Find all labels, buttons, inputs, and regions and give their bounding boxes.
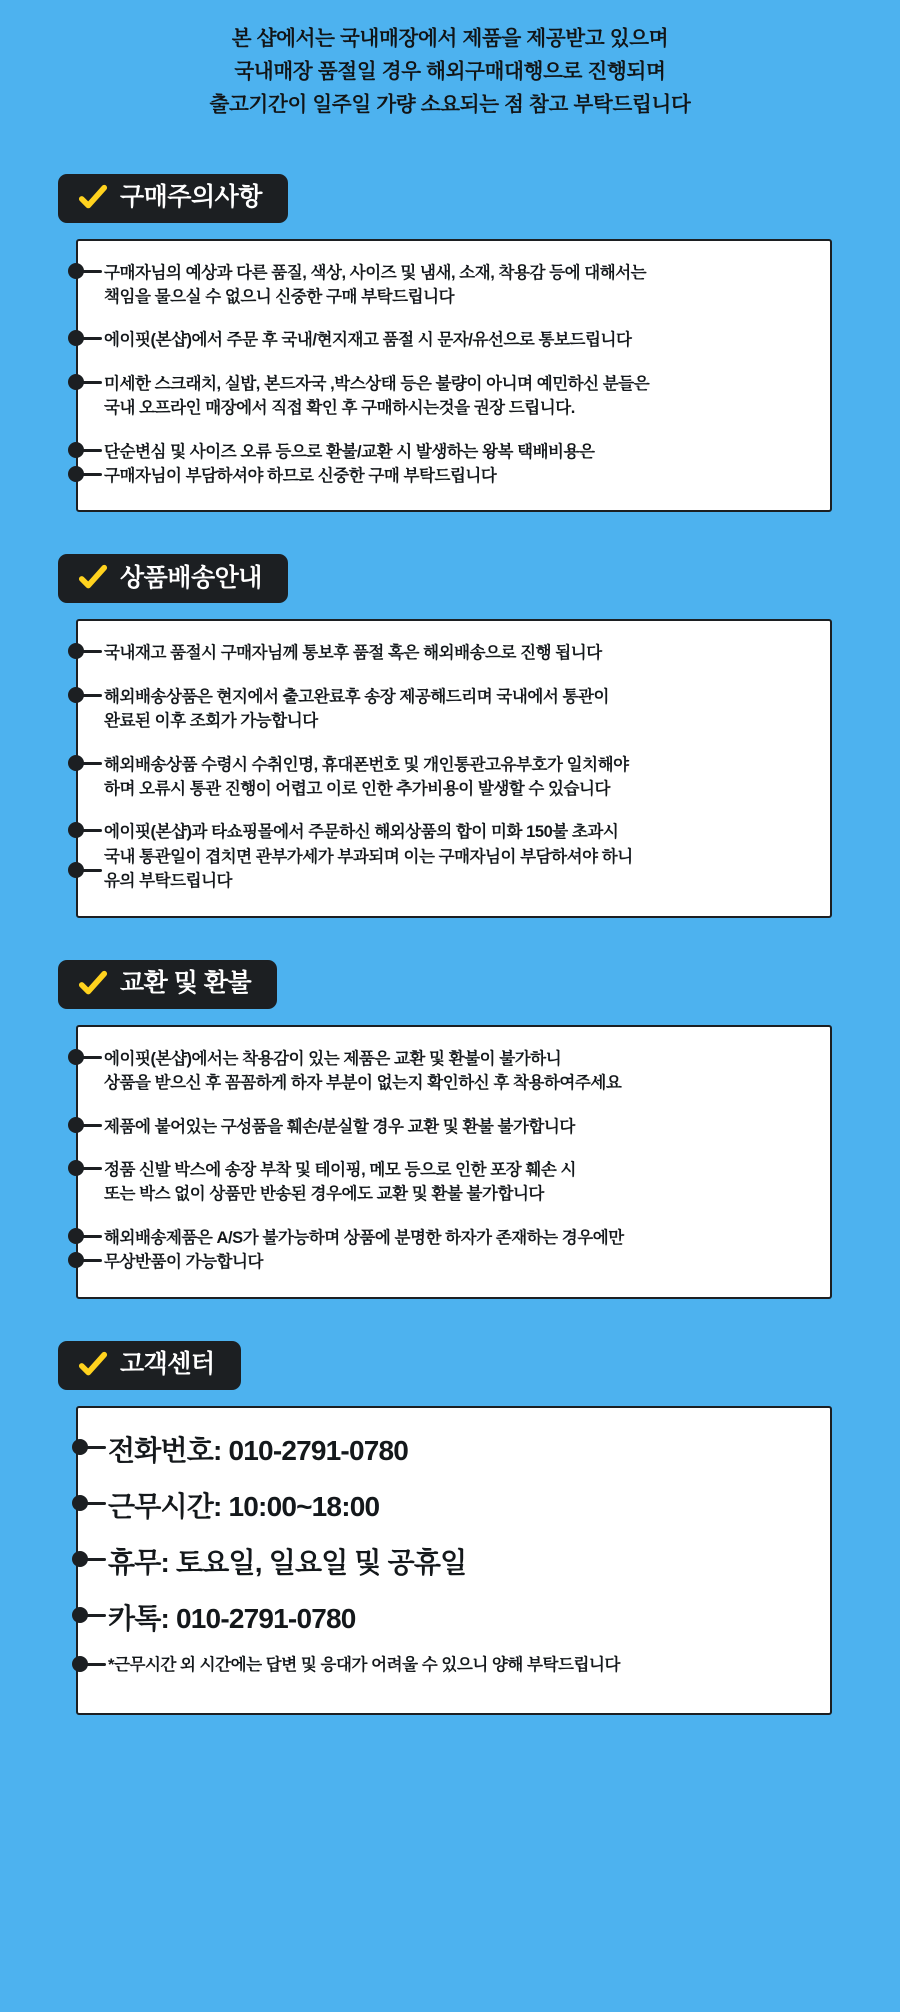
- check-icon: [78, 1350, 108, 1380]
- list-item-line: 미세한 스크래치, 실밥, 본드자국 ,박스상태 등은 불량이 아니며 예민하신 분들은: [104, 374, 650, 393]
- contact-hours-text: 근무시간: 10:00~18:00: [108, 1490, 380, 1522]
- list-item-line: 구매자님의 예상과 다른 품질, 색상, 사이즈 및 냄새, 소재, 착용감 등에 대해서는: [104, 263, 647, 282]
- list-item: [104, 1047, 804, 1096]
- list-item: [104, 372, 804, 421]
- list-item-line: 해외배송상품 수령시 수취인명, 휴대폰번호 및 개인통관고유부호가 일치해야: [104, 755, 629, 774]
- list-item-line: 구매자님이 부담하셔야 하므로 신중한 구매 부탁드립니다: [104, 467, 497, 486]
- section-heading-exchange-refund: [58, 960, 277, 1009]
- list-item: [104, 820, 804, 893]
- list-item: [104, 328, 804, 352]
- list-item-line: 국내재고 품절시 구매자님께 통보후 품절 혹은 해외배송으로 진행 됩니다: [104, 644, 602, 663]
- notice-line: 출고기간이 일주일 가량 소요되는 점 참고 부탁드립니다: [209, 93, 691, 117]
- list-item: [104, 440, 804, 489]
- section-heading-shipping-info: [58, 554, 288, 603]
- list-item-line: 에이핏(본샵)과 타쇼핑몰에서 주문하신 해외상품의 합이 미화 150불 초과시: [104, 823, 619, 842]
- list-item-line: 단순변심 및 사이즈 오류 등으로 환불/교환 시 발생하는 왕복 택배비용은: [104, 442, 595, 461]
- section-shipping-info: [0, 554, 900, 917]
- list-item: [104, 1226, 804, 1275]
- notice-line: 국내매장 품절일 경우 해외구매대행으로 진행되며: [234, 60, 666, 84]
- section-box: [76, 1025, 832, 1299]
- section-purchase-notes: [0, 174, 900, 513]
- list-item-line: 해외배송제품은 A/S가 불가능하며 상품에 분명한 하자가 존재하는 경우에만: [104, 1228, 624, 1247]
- contact-kakao-text: 카톡: 010-2791-0780: [108, 1602, 356, 1634]
- list-item-line: 유의 부탁드립니다: [104, 872, 233, 891]
- section-box-wrap: [76, 619, 832, 917]
- section-heading-wrap: [0, 554, 900, 603]
- section-heading-customer-center: [58, 1341, 241, 1390]
- check-icon: [78, 183, 108, 213]
- customer-center-box: [76, 1406, 832, 1716]
- contact-note: [108, 1654, 804, 1678]
- list-item: [104, 1158, 804, 1207]
- section-box: [76, 619, 832, 917]
- list-item-line: 정품 신발 박스에 송장 부착 및 테이핑, 메모 등으로 인한 포장 훼손 시: [104, 1160, 576, 1179]
- section-heading-label: 상품배송안내: [120, 563, 262, 592]
- list-item-line: 에이핏(본샵)에서 주문 후 국내/현지재고 품절 시 문자/유선으로 통보드립니다: [104, 331, 632, 350]
- list-item-line: 국내 통관일이 겹치면 관부가세가 부과되며 이는 구매자님이 부담하셔야 하니: [104, 847, 633, 866]
- section-heading-purchase-notes: [58, 174, 288, 223]
- section-heading-wrap: [0, 1341, 900, 1390]
- check-icon: [78, 969, 108, 999]
- section-heading-label: 교환 및 환불: [120, 969, 252, 998]
- list-item: [104, 261, 804, 310]
- list-item-line: 완료된 이후 조회가 가능합니다: [104, 712, 318, 731]
- list-item-line: 무상반품이 가능합니다: [104, 1253, 264, 1272]
- notice-line: 본 샵에서는 국내매장에서 제품을 제공받고 있으며: [231, 27, 669, 50]
- section-box-wrap: [76, 239, 832, 513]
- list-item-line: 에이핏(본샵)에서는 착용감이 있는 제품은 교환 및 환불이 불가하니: [104, 1049, 562, 1068]
- check-icon: [78, 563, 108, 593]
- section-exchange-refund: [0, 960, 900, 1299]
- list-item-line: 하며 오류시 통관 진행이 어렵고 이로 인한 추가비용이 발생할 수 있습니다: [104, 780, 611, 799]
- list-item: [104, 641, 804, 665]
- contact-hours: [108, 1486, 804, 1528]
- section-heading-wrap: [0, 174, 900, 223]
- contact-holiday: [108, 1542, 804, 1584]
- section-box-wrap: [76, 1406, 832, 1716]
- list-item-line: 또는 박스 없이 상품만 반송된 경우에도 교환 및 환불 불가합니다: [104, 1185, 544, 1204]
- section-heading-wrap: [0, 960, 900, 1009]
- contact-holiday-text: 휴무: 토요일, 일요일 및 공휴일: [108, 1546, 467, 1578]
- contact-phone: [108, 1430, 804, 1472]
- list-item-line: 해외배송상품은 현지에서 출고완료후 송장 제공해드리며 국내에서 통관이: [104, 687, 609, 706]
- list-item-line: 책임을 물으실 수 없으니 신중한 구매 부탁드립니다: [104, 288, 455, 307]
- section-customer-center: [0, 1341, 900, 1716]
- list-item-line: 국내 오프라인 매장에서 직접 확인 후 구매하시는것을 권장 드립니다.: [104, 399, 575, 418]
- section-box: [76, 239, 832, 513]
- contact-phone-text: 전화번호: 010-2791-0780: [108, 1434, 409, 1466]
- list-item: [104, 753, 804, 802]
- list-item-line: 제품에 붙어있는 구성품을 훼손/분실할 경우 교환 및 환불 불가합니다: [104, 1117, 575, 1136]
- top-notice: [0, 0, 900, 132]
- contact-note-text: *근무시간 외 시간에는 답변 및 응대가 어려울 수 있으니 양해 부탁드립니다: [108, 1655, 620, 1674]
- list-item-line: 상품을 받으신 후 꼼꼼하게 하자 부분이 없는지 확인하신 후 착용하여주세요: [104, 1074, 622, 1093]
- list-item: [104, 685, 804, 734]
- contact-kakao: [108, 1598, 804, 1640]
- section-heading-label: 구매주의사항: [120, 183, 262, 212]
- section-heading-label: 고객센터: [120, 1350, 215, 1379]
- section-box-wrap: [76, 1025, 832, 1299]
- list-item: [104, 1115, 804, 1139]
